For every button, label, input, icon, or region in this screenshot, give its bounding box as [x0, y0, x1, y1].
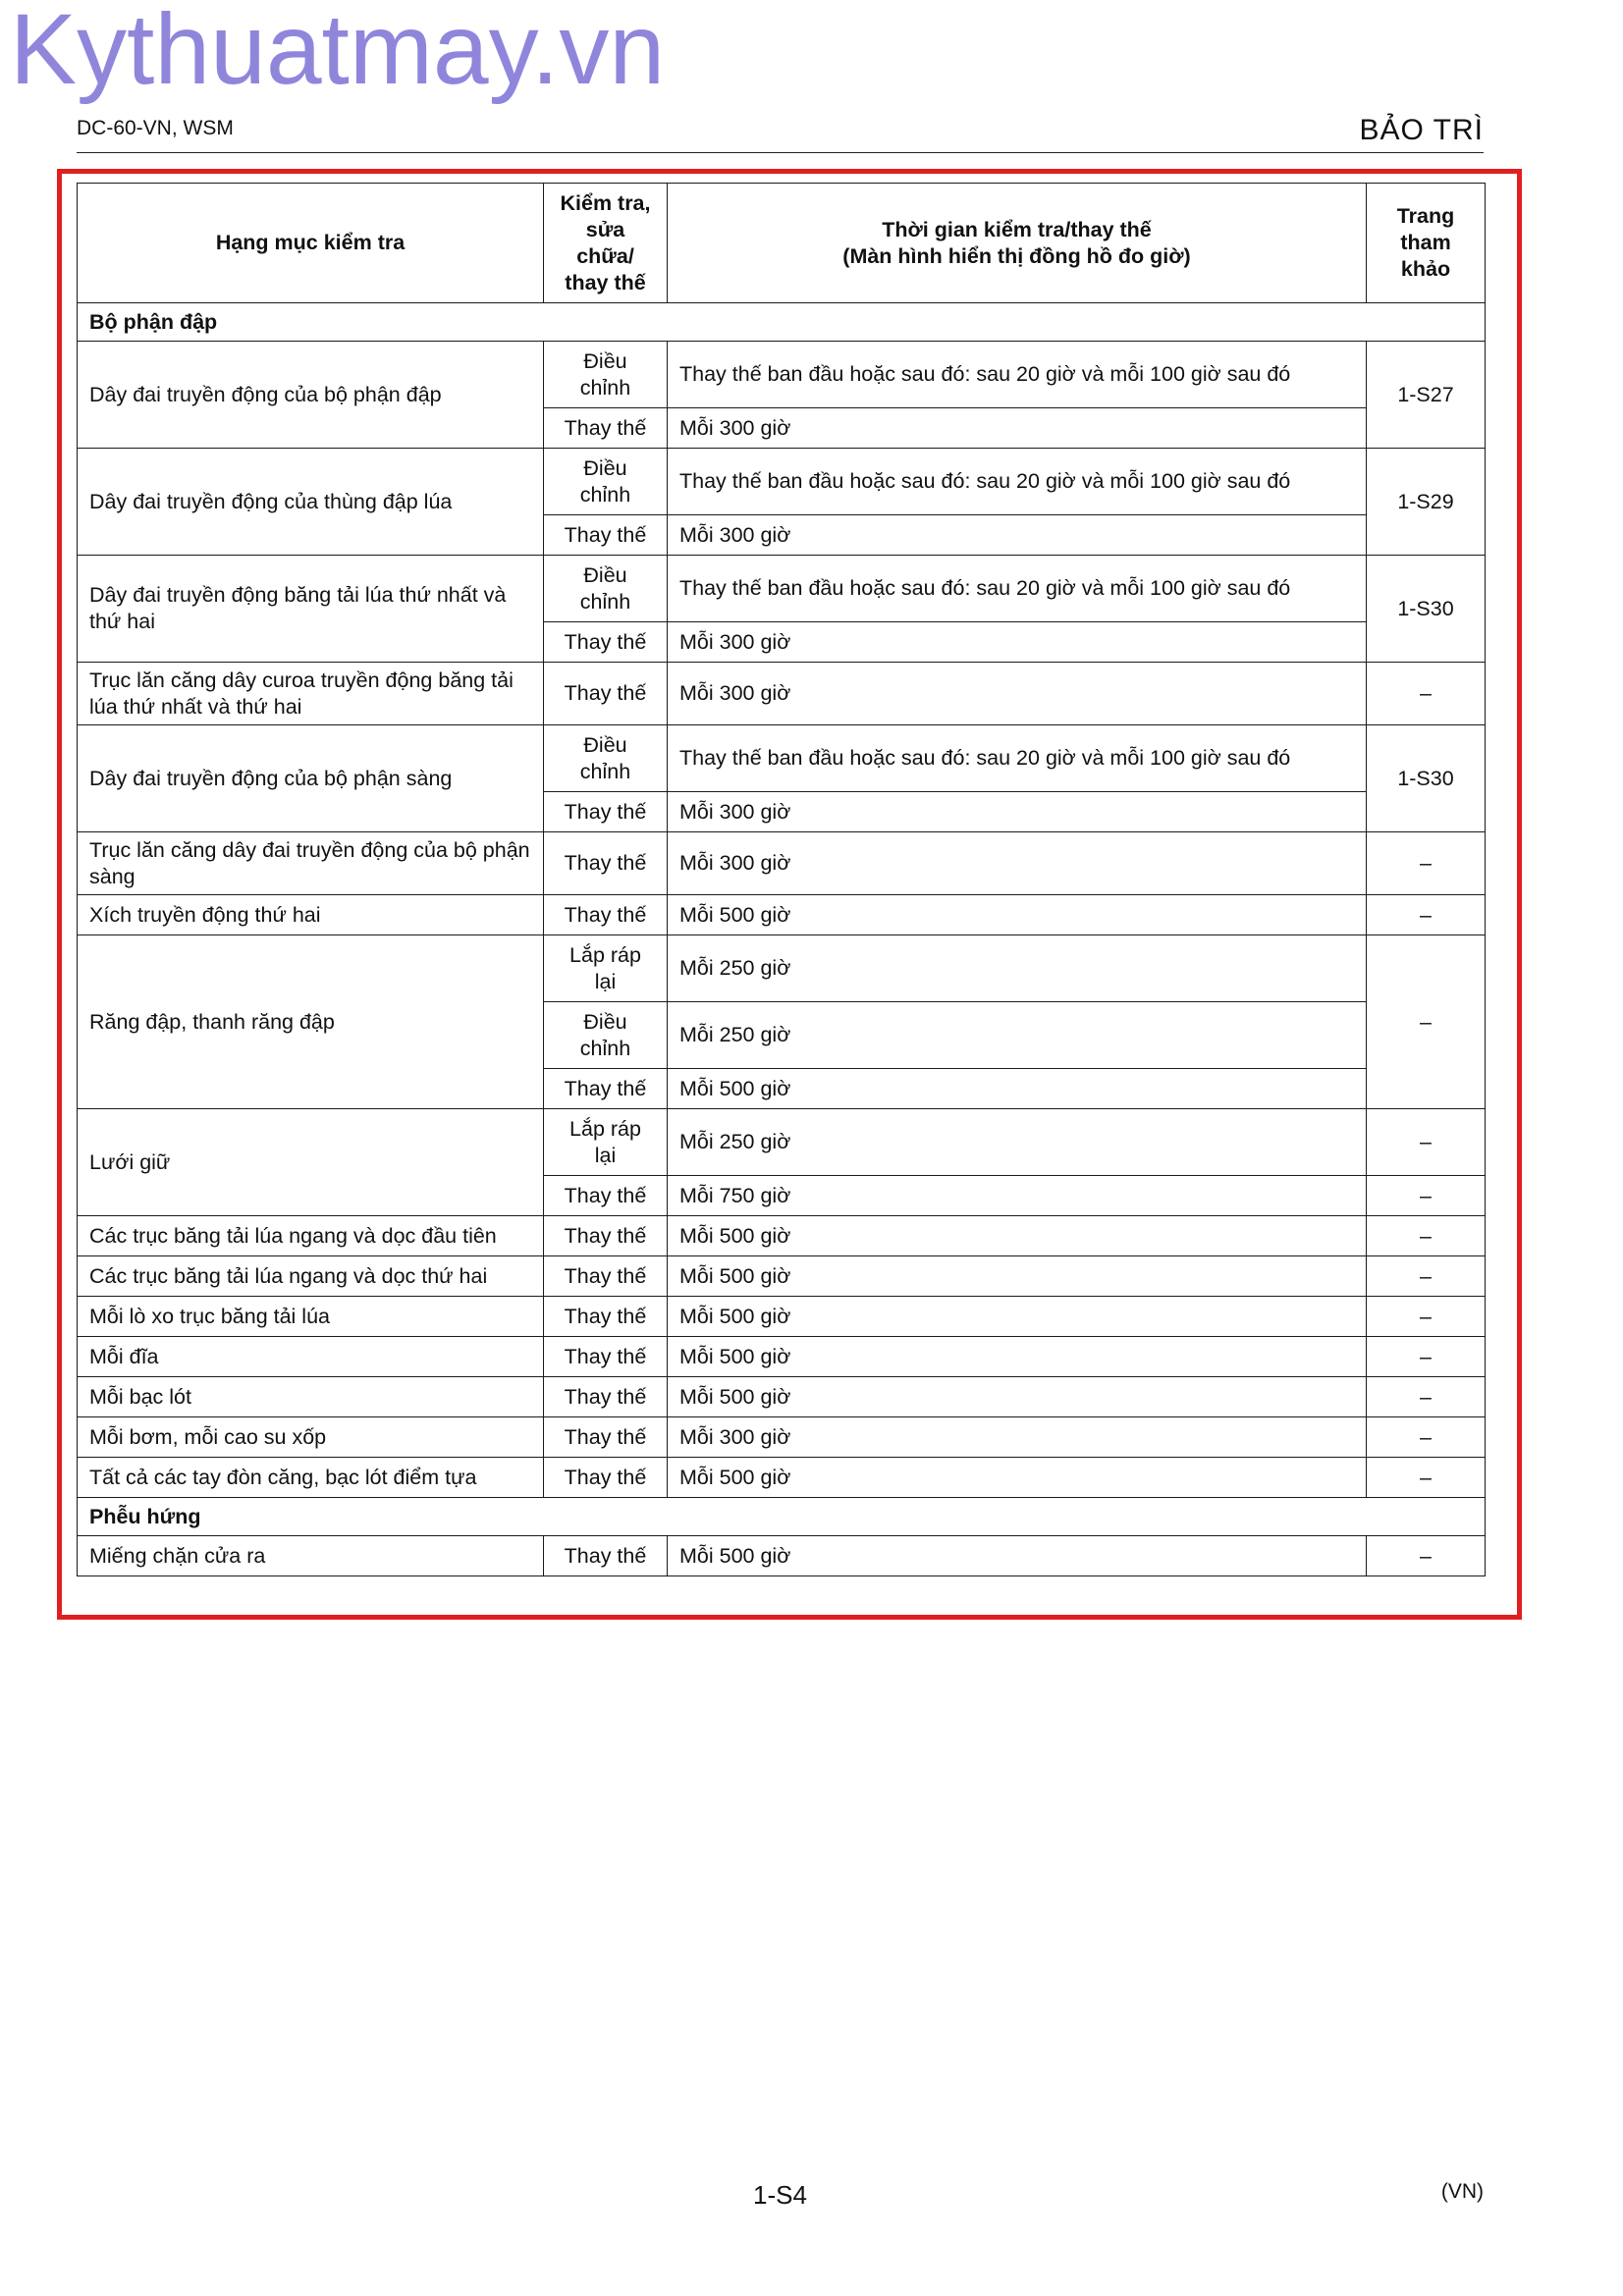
interval-cell: Mỗi 500 giờ	[668, 1337, 1367, 1377]
col-header-action: Kiểm tra, sửa chữa/ thay thế	[544, 184, 668, 303]
document-code: DC-60-VN, WSM	[77, 117, 234, 139]
item-cell: Xích truyền động thứ hai	[78, 895, 544, 935]
maintenance-table	[77, 183, 1486, 1576]
item-cell: Dây đai truyền động của thùng đập lúa	[78, 449, 544, 556]
reference-cell: –	[1367, 1377, 1486, 1417]
action-cell: Thay thế	[544, 1417, 668, 1458]
item-cell: Mỗi bạc lót	[78, 1377, 544, 1417]
reference-cell: –	[1367, 1536, 1486, 1576]
table-row	[78, 1216, 1486, 1256]
item-cell: Trục lăn căng dây đai truyền động của bộ phận sàng	[78, 832, 544, 895]
interval-cell: Mỗi 750 giờ	[668, 1176, 1367, 1216]
page-number: 1-S4	[753, 2180, 807, 2210]
item-cell: Răng đập, thanh răng đập	[78, 935, 544, 1109]
interval-cell: Mỗi 500 giờ	[668, 1536, 1367, 1576]
interval-cell: Mỗi 300 giờ	[668, 515, 1367, 556]
section-title: BẢO TRÌ	[1359, 114, 1484, 146]
table-row	[78, 556, 1486, 622]
interval-cell: Mỗi 500 giờ	[668, 1069, 1367, 1109]
table-row	[78, 449, 1486, 515]
reference-cell: –	[1367, 1176, 1486, 1216]
action-cell: Thay thế	[544, 1297, 668, 1337]
action-cell: Điều chỉnh	[544, 449, 668, 515]
table-row	[78, 1536, 1486, 1576]
interval-cell: Mỗi 500 giờ	[668, 895, 1367, 935]
reference-cell: –	[1367, 895, 1486, 935]
reference-cell: 1-S30	[1367, 556, 1486, 663]
interval-cell: Mỗi 500 giờ	[668, 1256, 1367, 1297]
action-cell: Thay thế	[544, 408, 668, 449]
action-cell: Thay thế	[544, 1256, 668, 1297]
interval-cell: Mỗi 300 giờ	[668, 408, 1367, 449]
table-row	[78, 1297, 1486, 1337]
table-row	[78, 935, 1486, 1002]
table-row	[78, 1377, 1486, 1417]
section-row	[78, 303, 1486, 342]
item-cell: Mỗi lò xo trục băng tải lúa	[78, 1297, 544, 1337]
interval-cell: Mỗi 300 giờ	[668, 1417, 1367, 1458]
interval-cell: Thay thế ban đầu hoặc sau đó: sau 20 giờ và mỗi 100 giờ sau đó	[668, 449, 1367, 515]
reference-cell: –	[1367, 663, 1486, 725]
table-row	[78, 1109, 1486, 1176]
reference-cell: –	[1367, 1297, 1486, 1337]
action-cell: Thay thế	[544, 1176, 668, 1216]
action-cell: Thay thế	[544, 832, 668, 895]
interval-cell: Mỗi 250 giờ	[668, 1002, 1367, 1069]
interval-cell: Mỗi 300 giờ	[668, 792, 1367, 832]
item-cell: Lưới giữ	[78, 1109, 544, 1216]
section-title-cell: Bộ phận đập	[78, 303, 1486, 342]
table-row	[78, 1417, 1486, 1458]
action-cell: Điều chỉnh	[544, 342, 668, 408]
action-cell: Điều chỉnh	[544, 556, 668, 622]
reference-cell: –	[1367, 1337, 1486, 1377]
language-code: (VN)	[1440, 2180, 1484, 2203]
reference-cell: 1-S30	[1367, 725, 1486, 832]
interval-cell: Mỗi 250 giờ	[668, 935, 1367, 1002]
interval-cell: Mỗi 500 giờ	[668, 1458, 1367, 1498]
interval-cell: Mỗi 500 giờ	[668, 1377, 1367, 1417]
action-cell: Thay thế	[544, 1337, 668, 1377]
reference-cell: –	[1367, 832, 1486, 895]
table-header-row	[78, 184, 1486, 303]
action-cell: Thay thế	[544, 792, 668, 832]
action-cell: Thay thế	[544, 1536, 668, 1576]
item-cell: Các trục băng tải lúa ngang và dọc đầu tiên	[78, 1216, 544, 1256]
table-row	[78, 1337, 1486, 1377]
item-cell: Dây đai truyền động của bộ phận đập	[78, 342, 544, 449]
reference-cell: –	[1367, 1458, 1486, 1498]
interval-cell: Mỗi 300 giờ	[668, 832, 1367, 895]
table-row	[78, 663, 1486, 725]
item-cell: Dây đai truyền động băng tải lúa thứ nhất và thứ hai	[78, 556, 544, 663]
table-row	[78, 832, 1486, 895]
interval-cell: Mỗi 500 giờ	[668, 1216, 1367, 1256]
action-cell: Thay thế	[544, 515, 668, 556]
table-row	[78, 895, 1486, 935]
action-cell: Điều chỉnh	[544, 725, 668, 792]
table-body	[78, 303, 1486, 1576]
interval-cell: Mỗi 300 giờ	[668, 663, 1367, 725]
reference-cell: –	[1367, 1256, 1486, 1297]
reference-cell: –	[1367, 935, 1486, 1109]
table-row	[78, 1256, 1486, 1297]
action-cell: Lắp ráp lại	[544, 935, 668, 1002]
watermark-logo: Kythuatmay.vn	[10, 0, 666, 105]
reference-cell: –	[1367, 1417, 1486, 1458]
action-cell: Thay thế	[544, 663, 668, 725]
action-cell: Thay thế	[544, 895, 668, 935]
section-row	[78, 1498, 1486, 1536]
interval-cell: Mỗi 250 giờ	[668, 1109, 1367, 1176]
interval-cell: Thay thế ban đầu hoặc sau đó: sau 20 giờ và mỗi 100 giờ sau đó	[668, 556, 1367, 622]
interval-cell: Thay thế ban đầu hoặc sau đó: sau 20 giờ và mỗi 100 giờ sau đó	[668, 725, 1367, 792]
interval-cell: Thay thế ban đầu hoặc sau đó: sau 20 giờ và mỗi 100 giờ sau đó	[668, 342, 1367, 408]
item-cell: Mỗi đĩa	[78, 1337, 544, 1377]
action-cell: Thay thế	[544, 1377, 668, 1417]
item-cell: Tất cả các tay đòn căng, bạc lót điểm tựa	[78, 1458, 544, 1498]
col-header-reference: Trang tham khảo	[1367, 184, 1486, 303]
table-row	[78, 725, 1486, 792]
item-cell: Mỗi bơm, mỗi cao su xốp	[78, 1417, 544, 1458]
action-cell: Thay thế	[544, 1458, 668, 1498]
item-cell: Miếng chặn cửa ra	[78, 1536, 544, 1576]
table-row	[78, 342, 1486, 408]
reference-cell: –	[1367, 1109, 1486, 1176]
action-cell: Điều chỉnh	[544, 1002, 668, 1069]
action-cell: Thay thế	[544, 1069, 668, 1109]
reference-cell: –	[1367, 1216, 1486, 1256]
item-cell: Dây đai truyền động của bộ phận sàng	[78, 725, 544, 832]
table-row	[78, 1458, 1486, 1498]
header-divider	[77, 152, 1484, 153]
action-cell: Thay thế	[544, 1216, 668, 1256]
section-title-cell: Phễu hứng	[78, 1498, 1486, 1536]
interval-cell: Mỗi 300 giờ	[668, 622, 1367, 663]
reference-cell: 1-S27	[1367, 342, 1486, 449]
interval-cell: Mỗi 500 giờ	[668, 1297, 1367, 1337]
item-cell: Các trục băng tải lúa ngang và dọc thứ hai	[78, 1256, 544, 1297]
action-cell: Thay thế	[544, 622, 668, 663]
item-cell: Trục lăn căng dây curoa truyền động băng tải lúa thứ nhất và thứ hai	[78, 663, 544, 725]
col-header-interval: Thời gian kiểm tra/thay thế (Màn hình hiển thị đồng hồ đo giờ)	[668, 184, 1367, 303]
reference-cell: 1-S29	[1367, 449, 1486, 556]
action-cell: Lắp ráp lại	[544, 1109, 668, 1176]
col-header-item: Hạng mục kiểm tra	[78, 184, 544, 303]
